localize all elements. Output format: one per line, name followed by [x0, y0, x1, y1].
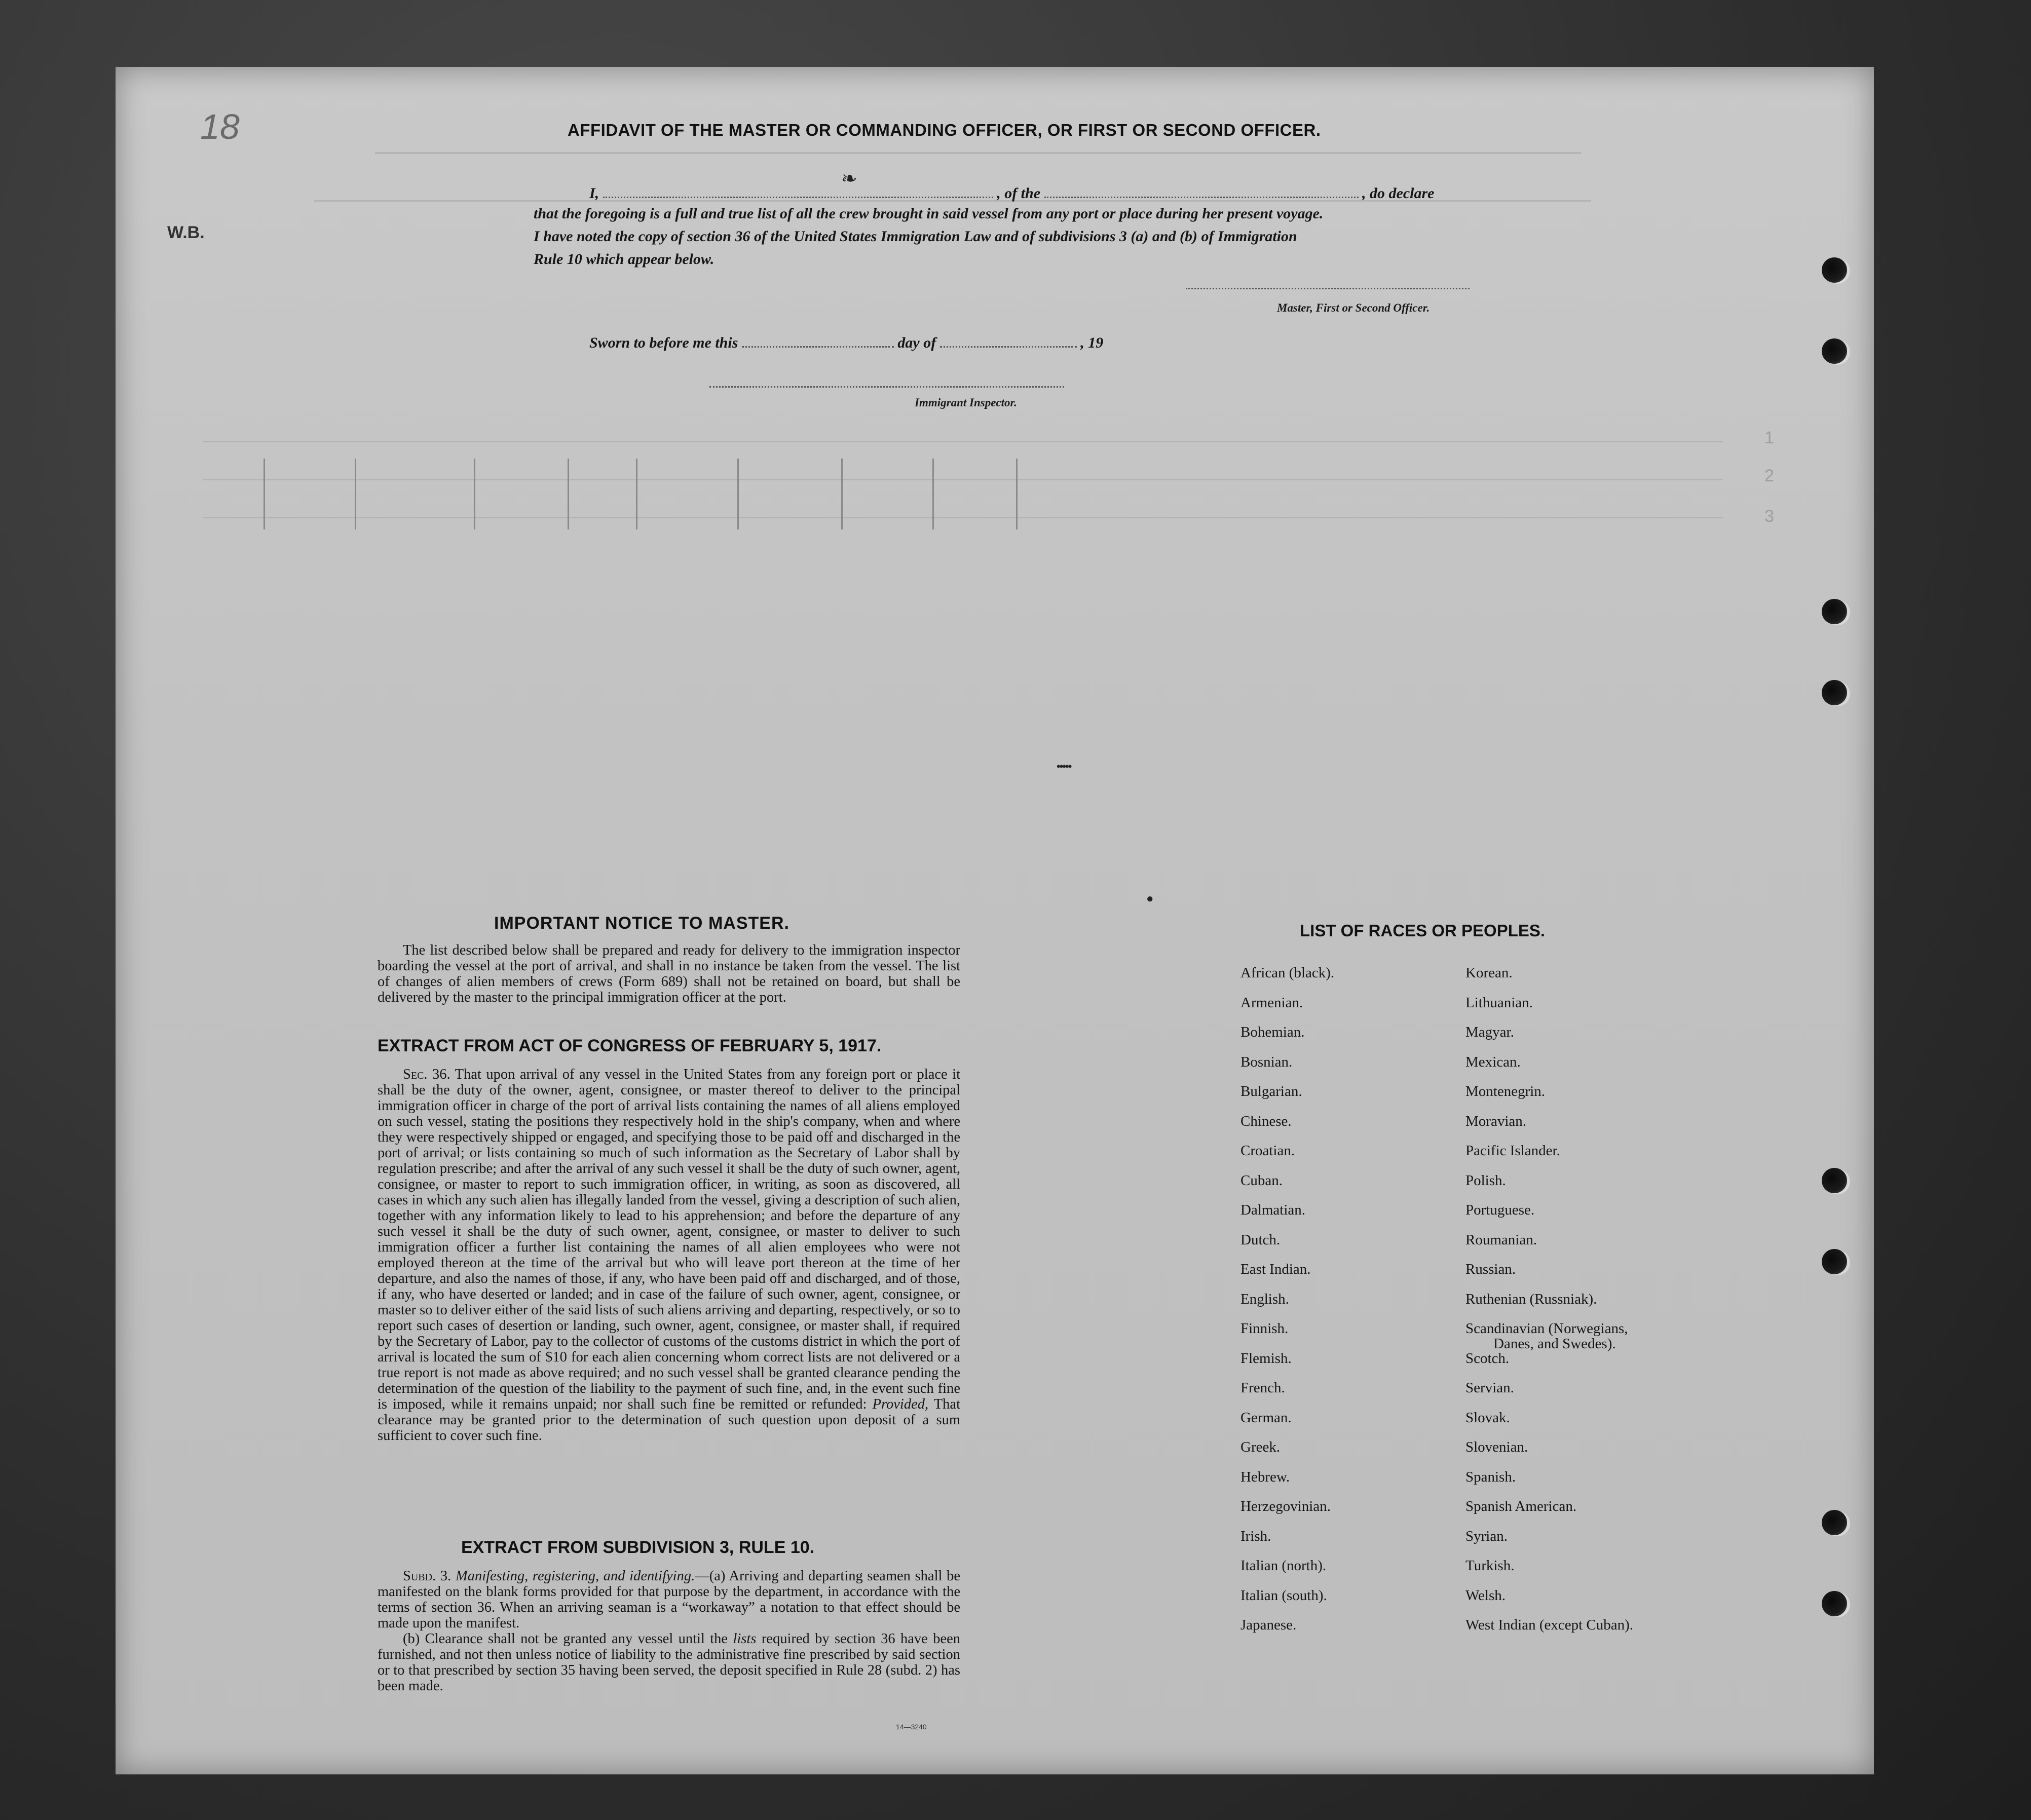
race-item: Hebrew.	[1240, 1468, 1290, 1485]
race-item: Scandinavian (Norwegians,	[1465, 1320, 1628, 1337]
ghost-column-rule	[568, 459, 569, 529]
binder-hole	[1822, 1510, 1847, 1535]
race-item: Servian.	[1465, 1380, 1514, 1396]
race-item: Bosnian.	[1240, 1053, 1293, 1070]
race-item: Portuguese.	[1465, 1202, 1535, 1218]
ghost-row-number: 2	[1764, 466, 1774, 485]
ink-mark: ❧	[841, 168, 857, 189]
race-item: Roumanian.	[1465, 1231, 1537, 1248]
notice-heading: IMPORTANT NOTICE TO MASTER.	[494, 914, 789, 933]
ghost-column-rule	[636, 459, 637, 529]
races-heading: LIST OF RACES OR PEOPLES.	[1300, 921, 1546, 940]
race-item: Moravian.	[1465, 1113, 1526, 1129]
race-item: English.	[1240, 1291, 1289, 1307]
paragraph-b-start: (b) Clearance shall not be granted any vessel until the	[403, 1631, 728, 1647]
binder-hole	[1822, 680, 1847, 705]
ink-mark: ●	[1146, 892, 1154, 905]
bleed-through-title	[375, 137, 385, 173]
master-signature-blank[interactable]	[1186, 288, 1470, 289]
race-item: Flemish.	[1240, 1350, 1292, 1367]
act-extract-text	[378, 1067, 960, 1444]
provided-word: Provided,	[872, 1396, 929, 1412]
affidavit-line-2: that the foregoing is a full and true list of all the crew brought in said vessel from any port or place during her present voyage.	[534, 205, 1324, 222]
race-item: Slovenian.	[1465, 1439, 1528, 1455]
race-item: Dutch.	[1240, 1231, 1281, 1248]
sworn-text: Sworn to before me this	[589, 334, 738, 351]
section-label: Sec. 36.	[403, 1067, 450, 1082]
margin-handwriting: 18	[200, 107, 240, 146]
year-text: , 19	[1080, 334, 1104, 351]
ghost-column-rule	[1016, 459, 1018, 529]
affidavit-of-the: , of the	[997, 185, 1041, 202]
race-item: Slovak.	[1465, 1409, 1510, 1426]
notice-paragraph: The list described below shall be prepared and ready for delivery to the immigration inspector boarding the vessel at the port of arrival, and shall in no instance be taken from the vessel. The list of changes of alien members of crews (Form 689) shall not be retained on board, but shall be delivered by the master to the principal immigration officer at the port.	[378, 942, 960, 1005]
rule-extract-heading: EXTRACT FROM SUBDIVISION 3, RULE 10.	[461, 1538, 815, 1557]
affidavit-declare: , do declare	[1362, 185, 1435, 202]
inspector-signature-blank[interactable]	[709, 386, 1064, 388]
ghost-column-rule	[841, 459, 843, 529]
race-item: Dalmatian.	[1240, 1202, 1306, 1218]
binder-hole	[1822, 599, 1847, 624]
form-code: 14—3240	[896, 1723, 927, 1731]
race-item: Italian (south).	[1240, 1587, 1327, 1604]
section-36-ending: That clearance may be granted prior to the determination of such question upon deposit of a sum sufficient to cover such fine.	[378, 1396, 960, 1444]
race-item: Cuban.	[1240, 1172, 1283, 1189]
race-item: Finnish.	[1240, 1320, 1289, 1337]
race-item: Bulgarian.	[1240, 1083, 1302, 1099]
race-item: Pacific Islander.	[1465, 1143, 1560, 1159]
binder-hole	[1822, 338, 1847, 364]
ghost-row-number: 3	[1764, 507, 1774, 526]
sworn-line	[589, 334, 1103, 352]
race-item: Polish.	[1465, 1172, 1506, 1189]
race-item: Spanish.	[1465, 1468, 1516, 1485]
race-item: Greek.	[1240, 1439, 1281, 1455]
notice-text	[378, 942, 960, 1005]
affidavit-line-4: Rule 10 which appear below.	[534, 251, 714, 268]
vessel-blank[interactable]	[1044, 197, 1359, 198]
race-item: Spanish American.	[1465, 1498, 1577, 1514]
binder-hole	[1822, 257, 1847, 283]
race-item: Korean.	[1465, 965, 1513, 981]
ghost-column-rule	[932, 459, 934, 529]
paragraph-b-end: required by section 36 have been furnished, and not then unless notice of liability to the administrative fine prescribed by said section or to that prescribed by section 35 having been served, the deposit specified in Rule 28 (subd. 2) has been made.	[378, 1631, 961, 1694]
race-item: Japanese.	[1240, 1617, 1297, 1633]
affidavit-i: I,	[589, 185, 599, 202]
subdivision-label: Subd. 3.	[403, 1568, 452, 1584]
race-item: African (black).	[1240, 965, 1335, 981]
race-item: French.	[1240, 1380, 1285, 1396]
inspector-label: Immigrant Inspector.	[915, 396, 1017, 409]
ghost-column-rule	[474, 459, 475, 529]
race-item: Danes, and Swedes).	[1493, 1336, 1616, 1352]
affidavit-line-3: I have noted the copy of section 36 of the United States Immigration Law and of subdivisions 3 (a) and (b) of Immigration	[534, 228, 1297, 245]
bleed-through-line	[203, 517, 1723, 518]
day-of-text: day of	[897, 334, 936, 351]
race-item: Ruthenian (Russniak).	[1465, 1291, 1597, 1307]
race-item: Welsh.	[1465, 1587, 1506, 1604]
binder-hole	[1822, 1249, 1847, 1274]
race-item: Herzegovinian.	[1240, 1498, 1331, 1514]
race-item: Lithuanian.	[1465, 994, 1533, 1011]
race-item: Montenegrin.	[1465, 1083, 1546, 1099]
bleed-through-line	[203, 441, 1723, 442]
race-item: Turkish.	[1465, 1558, 1515, 1574]
race-item: West Indian (except Cuban).	[1465, 1617, 1634, 1633]
race-item: Syrian.	[1465, 1528, 1508, 1544]
ghost-column-rule	[355, 459, 356, 529]
race-item: German.	[1240, 1409, 1292, 1426]
ghost-column-rule	[737, 459, 739, 529]
paragraph-b-lists: lists	[733, 1631, 757, 1647]
rule-extract-text	[378, 1568, 960, 1694]
bleed-through-line	[375, 152, 1581, 154]
affidavit-declaration-line	[589, 185, 1434, 202]
ghost-row-number: 1	[1764, 428, 1774, 447]
margin-handwriting: W.B.	[167, 223, 205, 242]
name-blank[interactable]	[603, 197, 993, 198]
race-item: Croatian.	[1240, 1143, 1295, 1159]
document-page	[116, 67, 1874, 1774]
race-item: Mexican.	[1465, 1053, 1521, 1070]
ink-mark: •••••	[1057, 760, 1071, 773]
paragraph-a: —(a) Arriving and departing seamen shall be manifested on the blank forms provided for that purpose by the department, in accordance with the terms of section 36. When an arriving seaman is a “workaway” a notation to that effect should be made upon the manifest.	[378, 1568, 960, 1631]
section-36-text: That upon arrival of any vessel in the United States from any foreign port or place it shall be the duty of the owner, agent, consignee, or master thereof to deliver to the principal immigration officer in charge of the port of arrival lists containing the names of all aliens employed on such vessel, stating the positions they respectively hold in the ship's company, when and where they were respectively shipped or engaged, and specifying those to be paid off and discharged in the port of arrival; or lists containing so much of such information as the Secretary of Labor shall by regulation prescribe; and after the arrival of any such vessel it shall be the duty of such owner, agent, consignee, or master to report to such immigration officer, in writing, as soon as discovered, all cases in which any such alien has illegally landed from the vessel, giving a description of such alien, together with any information likely to lead to his apprehension; and before the departure of any such vessel it shall be the duty of such owner, agent, consignee, or master to deliver to such immigration officer a further list containing the names of all alien employees who were not employed thereon at the time of the arrival but who will leave port thereon at the time of her departure, and also the names of those, if any, who have been paid off and discharged, and of those, if any, who have deserted or landed; and in case of the failure of such owner, agent, consignee, or master so to deliver either of the said lists of such aliens arriving and departing, respectively, or so to report such cases of desertion or landing, such owner, agent, consignee, or master shall, if required by the Secretary of Labor, pay to the collector of customs of the customs district in which the port of arrival is located the sum of $10 for each alien concerning whom correct lists are not delivered or a true report is not made as above required; and no such vessel shall be granted clearance pending the determination of the question of the liability to the payment of such fine, and, in the event such fine is imposed, while it remains unpaid; nor shall such fine be remitted or refunded:	[378, 1067, 960, 1412]
affidavit-title: AFFIDAVIT OF THE MASTER OR COMMANDING OFFICER, OR FIRST OR SECOND OFFICER.	[568, 121, 1321, 139]
sworn-day-blank[interactable]	[742, 346, 894, 348]
race-item: Irish.	[1240, 1528, 1271, 1544]
race-item: Italian (north).	[1240, 1558, 1327, 1574]
race-item: Russian.	[1465, 1261, 1516, 1277]
master-signature-label: Master, First or Second Officer.	[1277, 301, 1430, 314]
race-item: Bohemian.	[1240, 1024, 1305, 1040]
sworn-month-blank[interactable]	[940, 346, 1077, 348]
race-item: Scotch.	[1465, 1350, 1510, 1367]
act-extract-heading: EXTRACT FROM ACT OF CONGRESS OF FEBRUARY 5, 1917.	[378, 1036, 882, 1055]
binder-hole	[1822, 1168, 1847, 1193]
bleed-through-line	[203, 479, 1723, 480]
race-item: East Indian.	[1240, 1261, 1311, 1277]
race-item: Armenian.	[1240, 994, 1303, 1011]
ghost-column-rule	[264, 459, 265, 529]
race-item: Chinese.	[1240, 1113, 1292, 1129]
race-item: Magyar.	[1465, 1024, 1514, 1040]
subdivision-title: Manifesting, registering, and identifying.	[455, 1568, 695, 1584]
binder-hole	[1822, 1591, 1847, 1616]
